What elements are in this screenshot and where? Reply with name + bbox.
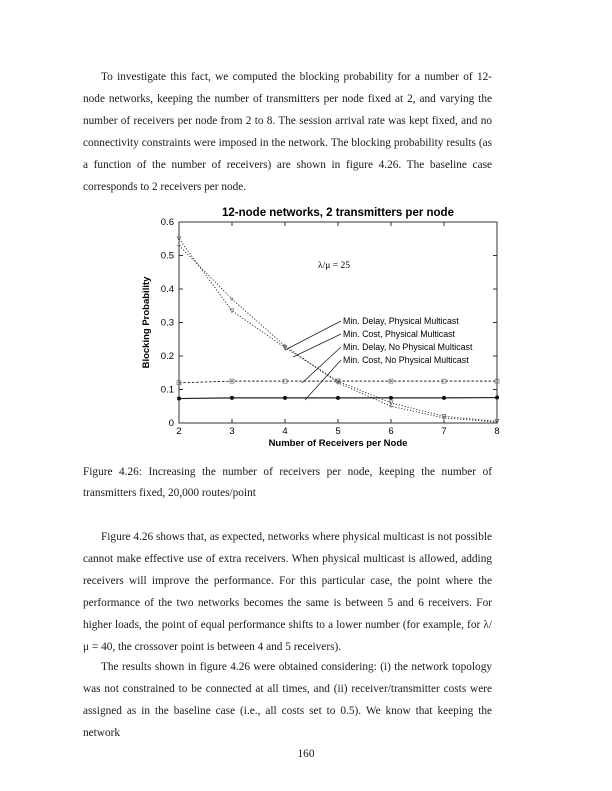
paragraph-2-text: Figure 4.26 shows that, as expected, networks where physical multicast is not possible cannot make effective use of extra receivers. When physical multicast is allowed, adding receivers will improve the performance. For this particular case, the point where the performance of the two networks becomes the same is between 5 and 6 receivers. For higher loads, the point of equal performance shifts to a lower number (for example, for λ/μ = 40, the crossover point is between 4 and 5 receivers). — [83, 531, 492, 653]
x-tick-label: 8 — [494, 426, 500, 437]
legend-entry: Min. Cost, No Physical Multicast — [343, 355, 469, 365]
legend-entry: Min. Delay, No Physical Multicast — [343, 342, 473, 352]
x-axis-label: Number of Receivers per Node — [268, 438, 408, 449]
y-tick-label: 0.5 — [160, 250, 174, 262]
x-tick-label: 3 — [229, 426, 235, 437]
paragraph-3 — [83, 656, 492, 744]
chart-title: 12-node networks, 2 transmitters per node — [222, 207, 454, 219]
y-tick-label: 0.1 — [160, 384, 174, 396]
y-tick-label: 0 — [168, 418, 174, 429]
x-tick-label: 6 — [388, 426, 394, 437]
y-tick-label: 0.4 — [160, 284, 174, 295]
x-tick-label: 4 — [282, 426, 288, 437]
legend-entry: Min. Cost, Physical Multicast — [343, 329, 455, 339]
x-tick-label: 5 — [335, 426, 341, 437]
y-tick-label: 0.6 — [160, 217, 174, 228]
figure-caption: Figure 4.26: Increasing the number of receivers per node, keeping the number of transmitters fixed, 20,000 routes/point — [83, 466, 492, 499]
y-tick-label: 0.2 — [160, 351, 174, 362]
y-tick-label: 0.3 — [160, 317, 174, 329]
paragraph-2 — [83, 526, 492, 658]
x-tick-label: 7 — [441, 426, 447, 437]
paragraph-1-text: To investigate this fact, we computed the blocking probability for a number of 12-node networks, keeping the number of transmitters per node fixed at 2, and varying the number of receivers per node from 2 to 8. The session arrival rate was kept fixed, and no connectivity constraints were imposed in the network. The blocking probability results (as a function of the number of receivers) are shown in figure 4.26. The baseline case corresponds to 2 receivers per node. — [83, 71, 492, 193]
figure-4-26-chart — [130, 200, 510, 470]
paragraph-1 — [83, 66, 492, 198]
y-axis-label: Blocking Probability — [141, 276, 152, 369]
x-tick-label: 2 — [176, 426, 182, 437]
paragraph-3-text: The results shown in figure 4.26 were obtained considering: (i) the network topology was not constrained to be connected at all times, and (ii) receiver/transmitter costs were assigned as in the baseline case (i.e., all costs set to 0.5). We know that keeping the network — [83, 661, 492, 739]
page-number: 160 — [297, 748, 315, 760]
load-annotation: λ/μ = 25 — [318, 261, 350, 271]
legend-entry: Min. Delay, Physical Multicast — [343, 316, 459, 326]
line-chart — [130, 200, 510, 470]
